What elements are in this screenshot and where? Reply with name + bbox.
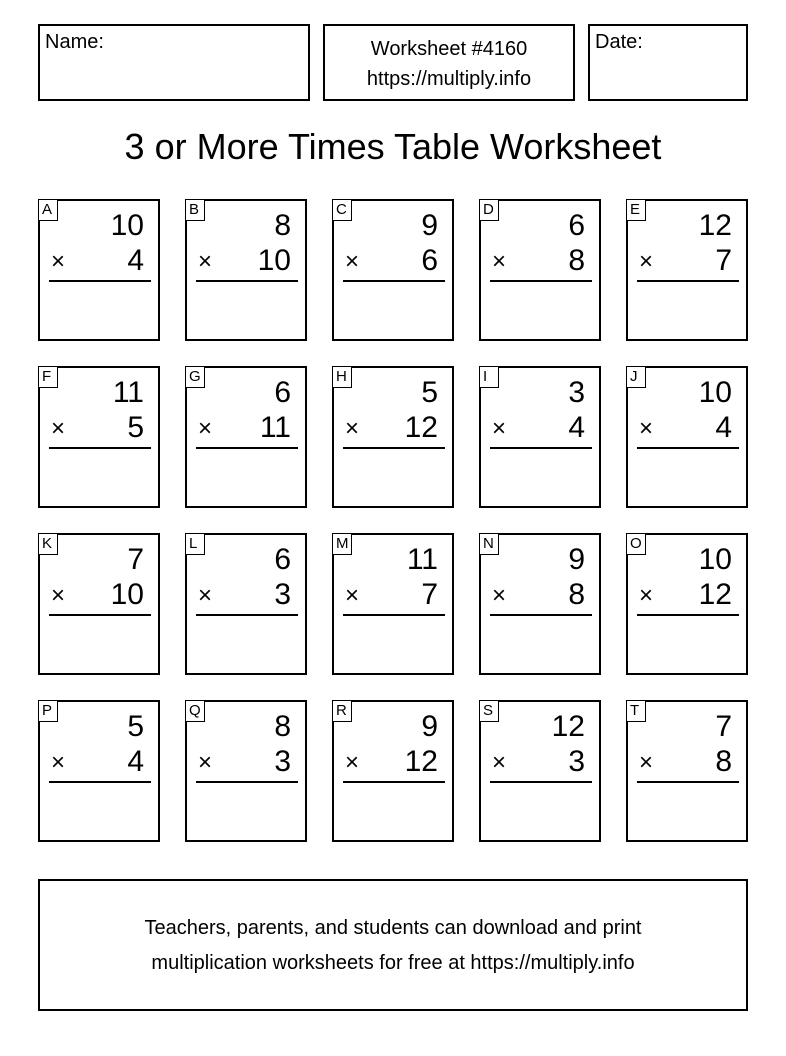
multiplier: 4 [127, 745, 144, 778]
multiplier: 7 [421, 578, 438, 611]
answer-line [196, 447, 298, 449]
problem-card[interactable] [479, 700, 601, 842]
multiplier: 12 [698, 578, 732, 611]
multiply-sign: × [639, 248, 654, 275]
multiplier: 7 [715, 244, 732, 277]
problem-card[interactable] [479, 199, 601, 341]
problem-card[interactable] [185, 366, 307, 508]
name-label: Name: [45, 31, 104, 53]
problem-letter: J [626, 366, 646, 388]
problem-card[interactable] [185, 199, 307, 341]
multiplicand: 5 [421, 376, 438, 409]
answer-line [490, 280, 592, 282]
multiply-sign: × [198, 415, 213, 442]
problem-letter: P [38, 700, 58, 722]
multiply-sign: × [345, 415, 360, 442]
problem-card[interactable] [332, 366, 454, 508]
multiplier: 11 [259, 411, 291, 444]
answer-line [49, 280, 151, 282]
date-label: Date: [595, 31, 643, 53]
problem-letter: G [185, 366, 205, 388]
multiply-sign: × [51, 248, 66, 275]
problem-letter: I [479, 366, 499, 388]
multiplicand: 10 [698, 543, 732, 576]
problem-card[interactable] [332, 533, 454, 675]
problem-letter: A [38, 199, 58, 221]
answer-line [196, 614, 298, 616]
multiply-sign: × [198, 749, 213, 776]
problem-card[interactable] [38, 533, 160, 675]
problem-card[interactable] [38, 700, 160, 842]
answer-line [343, 614, 445, 616]
answer-line [490, 614, 592, 616]
multiply-sign: × [639, 415, 654, 442]
problem-letter: C [332, 199, 352, 221]
problem-card[interactable] [626, 533, 748, 675]
problem-card[interactable] [38, 199, 160, 341]
multiplicand: 10 [698, 376, 732, 409]
multiply-sign: × [51, 582, 66, 609]
footer-line-1: Teachers, parents, and students can download and print [144, 917, 642, 939]
multiplier: 5 [127, 411, 144, 444]
multiply-sign: × [198, 248, 213, 275]
multiplier: 8 [715, 745, 732, 778]
multiply-sign: × [51, 415, 66, 442]
problem-letter: M [332, 533, 352, 555]
page-title: 3 or More Times Table Worksheet [124, 126, 662, 167]
answer-line [196, 781, 298, 783]
answer-line [49, 614, 151, 616]
problem-letter: Q [185, 700, 205, 722]
multiplicand: 7 [127, 543, 144, 576]
answer-line [343, 781, 445, 783]
multiply-sign: × [492, 582, 507, 609]
multiplier: 10 [257, 244, 291, 277]
problem-card[interactable] [626, 199, 748, 341]
multiplicand: 6 [568, 209, 585, 242]
problem-card[interactable] [332, 199, 454, 341]
problem-card[interactable] [332, 700, 454, 842]
website-url: https://multiply.info [366, 68, 532, 90]
multiplicand: 8 [274, 209, 291, 242]
multiplier: 12 [404, 745, 438, 778]
answer-line [490, 447, 592, 449]
multiplicand: 7 [715, 710, 732, 743]
multiplier: 12 [404, 411, 438, 444]
answer-line [490, 781, 592, 783]
answer-line [343, 447, 445, 449]
problem-letter: L [185, 533, 205, 555]
problem-letter: F [38, 366, 58, 388]
worksheet-number: Worksheet #4160 [370, 38, 528, 60]
multiplicand: 10 [110, 209, 144, 242]
multiplier: 3 [568, 745, 585, 778]
multiplicand: 6 [274, 376, 291, 409]
multiplicand: 6 [274, 543, 291, 576]
problem-letter: B [185, 199, 205, 221]
multiplier: 8 [568, 244, 585, 277]
multiplier: 8 [568, 578, 585, 611]
multiplier: 4 [127, 244, 144, 277]
problem-letter: S [479, 700, 499, 722]
problem-letter: E [626, 199, 646, 221]
multiplier: 10 [110, 578, 144, 611]
footer-box [38, 879, 748, 1011]
multiplicand: 3 [568, 376, 585, 409]
answer-line [49, 447, 151, 449]
multiply-sign: × [345, 582, 360, 609]
multiplicand: 9 [568, 543, 585, 576]
answer-line [196, 280, 298, 282]
multiplicand: 12 [698, 209, 732, 242]
date-box[interactable] [588, 24, 748, 101]
name-box[interactable] [38, 24, 310, 101]
problem-card[interactable] [185, 533, 307, 675]
multiplicand: 9 [421, 209, 438, 242]
multiply-sign: × [345, 749, 360, 776]
multiply-sign: × [198, 582, 213, 609]
multiply-sign: × [492, 415, 507, 442]
multiplicand: 9 [421, 710, 438, 743]
answer-line [49, 781, 151, 783]
multiplier: 3 [274, 745, 291, 778]
multiply-sign: × [492, 248, 507, 275]
problem-letter: R [332, 700, 352, 722]
multiply-sign: × [639, 749, 654, 776]
answer-line [637, 781, 739, 783]
multiplicand: 5 [127, 710, 144, 743]
multiplier: 4 [568, 411, 585, 444]
problem-letter: H [332, 366, 352, 388]
problem-card[interactable] [38, 366, 160, 508]
answer-line [343, 280, 445, 282]
problem-letter: D [479, 199, 499, 221]
answer-line [637, 280, 739, 282]
problem-letter: T [626, 700, 646, 722]
multiply-sign: × [639, 582, 654, 609]
multiplicand: 11 [406, 543, 438, 576]
multiplicand: 11 [112, 376, 144, 409]
problem-card[interactable] [626, 366, 748, 508]
answer-line [637, 447, 739, 449]
multiplier: 6 [421, 244, 438, 277]
multiply-sign: × [492, 749, 507, 776]
problem-card[interactable] [479, 533, 601, 675]
multiplier: 4 [715, 411, 732, 444]
problem-letter: K [38, 533, 58, 555]
multiplicand: 12 [551, 710, 585, 743]
answer-line [637, 614, 739, 616]
multiplicand: 8 [274, 710, 291, 743]
problem-card[interactable] [185, 700, 307, 842]
multiply-sign: × [345, 248, 360, 275]
footer-line-2: multiplication worksheets for free at https://multiply.info [151, 952, 635, 974]
problem-card[interactable] [626, 700, 748, 842]
problem-card[interactable] [479, 366, 601, 508]
multiply-sign: × [51, 749, 66, 776]
problem-letter: N [479, 533, 499, 555]
worksheet-info-box [323, 24, 575, 101]
problem-letter: O [626, 533, 646, 555]
multiplier: 3 [274, 578, 291, 611]
